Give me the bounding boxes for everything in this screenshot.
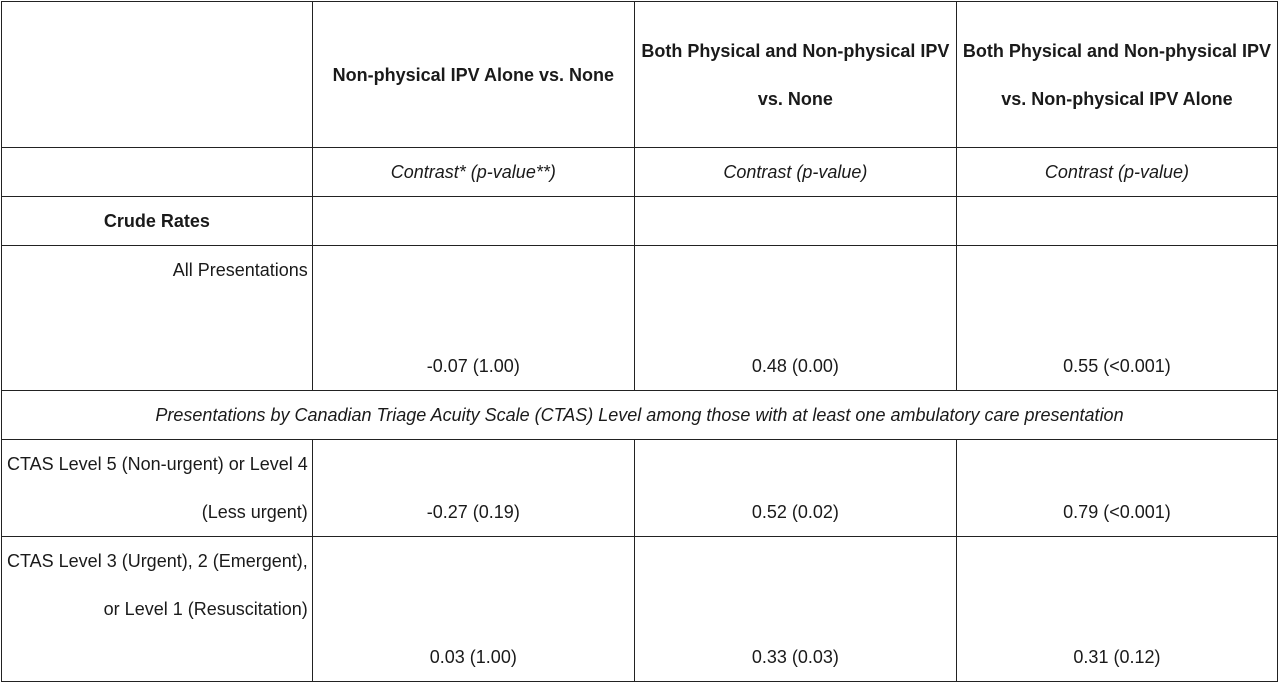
header-row [2,2,1278,148]
header-col1: Non-physical IPV Alone vs. None [312,2,634,148]
value-cell: 0.79 (<0.001) [956,440,1277,537]
value-cell: 0.33 (0.03) [634,537,956,682]
table-row [2,537,1278,682]
section-label-crude: Crude Rates [2,197,313,246]
subheader-col3: Contrast (p-value) [956,148,1277,197]
header-col2: Both Physical and Non-physical IPV vs. None [634,2,956,148]
subheader-col1: Contrast* (p-value**) [312,148,634,197]
row-label-ctas5: CTAS Level 5 (Non-urgent) or Level 4 (Less urgent) [2,440,313,537]
value-cell: 0.52 (0.02) [634,440,956,537]
value-cell: -0.07 (1.00) [312,246,634,391]
value-cell: 0.03 (1.00) [312,537,634,682]
value-cell: 0.48 (0.00) [634,246,956,391]
subheader-col2: Contrast (p-value) [634,148,956,197]
empty-cell [312,197,634,246]
section-row-crude [2,197,1278,246]
header-col3: Both Physical and Non-physical IPV vs. Non-physical IPV Alone [956,2,1277,148]
row-label-all: All Presentations [2,246,313,391]
section-row-ctas [2,391,1278,440]
value-cell: 0.31 (0.12) [956,537,1277,682]
empty-cell [634,197,956,246]
row-label-ctas3: CTAS Level 3 (Urgent), 2 (Emergent), or Level 1 (Resuscitation) [2,537,313,682]
ctas-note: Presentations by Canadian Triage Acuity Scale (CTAS) Level among those with at least one ambulatory care presentation [2,391,1278,440]
empty-cell [956,197,1277,246]
header-empty-cell [2,2,313,148]
subheader-row [2,148,1278,197]
subheader-empty-cell [2,148,313,197]
value-cell: -0.27 (0.19) [312,440,634,537]
value-cell: 0.55 (<0.001) [956,246,1277,391]
results-table [1,1,1278,682]
table-row [2,246,1278,391]
table-row [2,440,1278,537]
